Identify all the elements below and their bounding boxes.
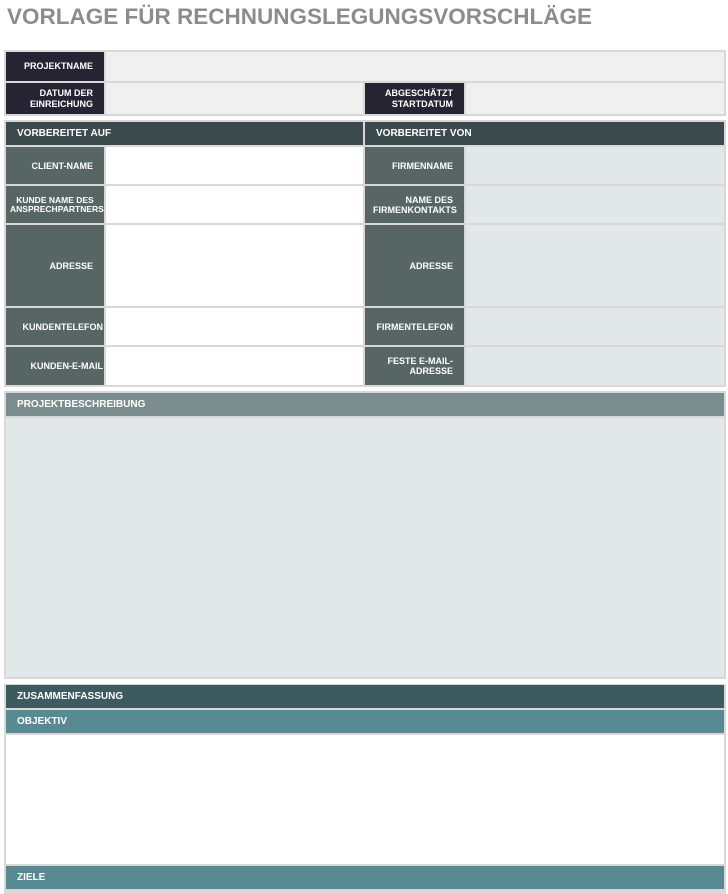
company-contact-field[interactable] <box>466 186 724 223</box>
summary-header: ZUSAMMENFASSUNG <box>6 685 724 708</box>
company-address-label: ADRESSE <box>365 225 464 306</box>
company-email-label <box>365 347 464 385</box>
objective-header: OBJEKTIV <box>6 710 724 733</box>
company-name-label: FIRMENNAME <box>365 147 464 184</box>
client-name-field[interactable] <box>106 147 363 184</box>
client-name-label: CLIENT-NAME <box>6 147 104 184</box>
prepared-for-header: VORBEREITET AUF <box>6 122 363 145</box>
project-description-header: PROJEKTBESCHREIBUNG <box>6 393 724 416</box>
project-name-label: PROJEKTNAME <box>6 52 104 81</box>
company-address-field[interactable] <box>466 225 724 306</box>
submission-date-field[interactable] <box>106 83 363 114</box>
contact-name-label <box>6 186 104 223</box>
company-contact-label-text: NAME DES FIRMENKONTAKTS <box>373 194 457 215</box>
company-email-label-text: FESTE E-MAIL-ADRESSE <box>387 356 453 376</box>
client-phone-field[interactable] <box>106 308 363 345</box>
goals-header: ZIELE <box>6 866 724 889</box>
company-phone-field[interactable] <box>466 308 724 345</box>
submission-date-label <box>6 83 104 114</box>
company-email-field[interactable] <box>466 347 724 385</box>
prepared-by-header: VORBEREITET VON <box>365 122 724 145</box>
contact-name-field[interactable] <box>106 186 363 223</box>
est-start-label <box>365 83 464 114</box>
client-email-field[interactable] <box>106 347 363 385</box>
client-email-label: KUNDEN-E-MAIL <box>6 347 104 385</box>
page-title: VORLAGE FÜR RECHNUNGSLEGUNGSVORSCHLÄGE <box>7 4 593 29</box>
client-address-label: ADRESSE <box>6 225 104 306</box>
client-address-field[interactable] <box>106 225 363 306</box>
company-contact-label <box>365 186 464 223</box>
project-name-field[interactable] <box>106 52 724 81</box>
contact-name-label-text: KUNDE NAME DES ANSPRECHPARTNERS <box>10 194 104 214</box>
objective-field[interactable] <box>6 735 724 864</box>
company-phone-label: FIRMENTELEFON <box>365 308 464 345</box>
company-name-field[interactable] <box>466 147 724 184</box>
submission-date-label-text: DATUM DER EINREICHUNG <box>29 87 93 109</box>
est-start-field[interactable] <box>466 83 724 114</box>
client-phone-label: KUNDENTELEFON <box>6 308 104 345</box>
est-start-label-text: ABGESCHÄTZT STARTDATUM <box>385 87 453 109</box>
project-description-field[interactable] <box>6 418 724 677</box>
